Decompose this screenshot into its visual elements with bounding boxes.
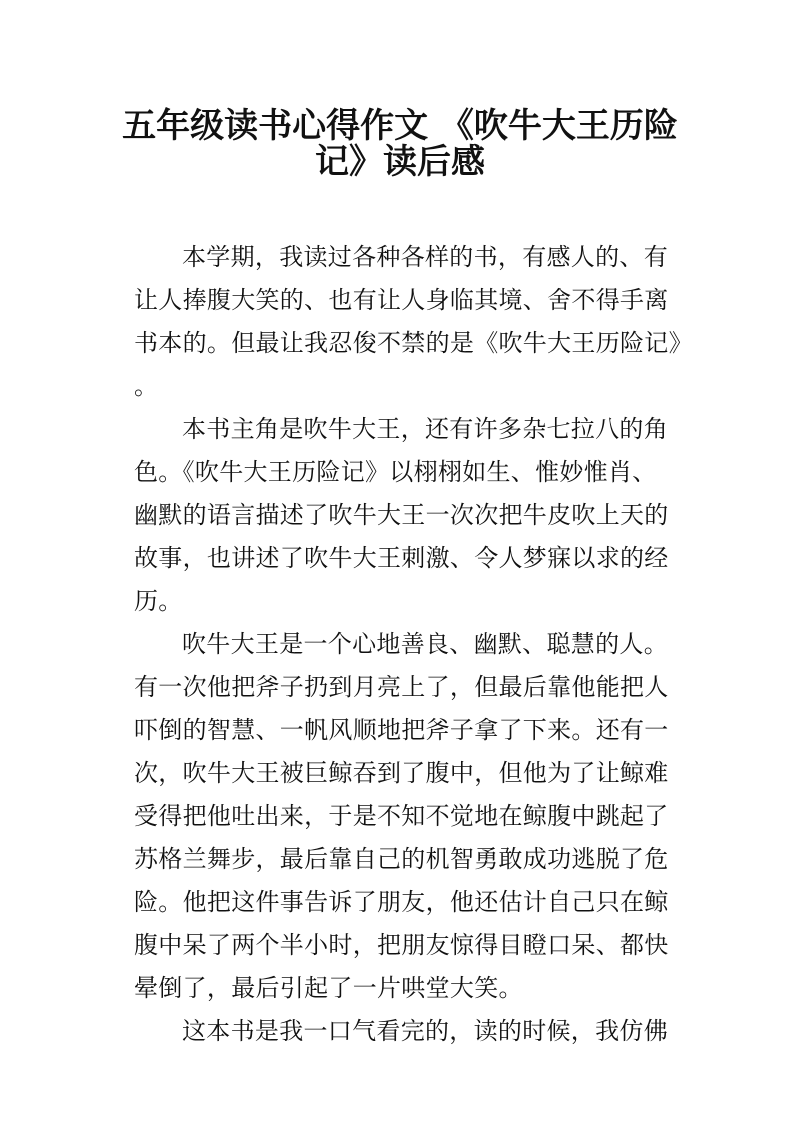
paragraph-line: 。 [134,372,159,400]
paragraph-line: 故事，也讲述了吹牛大王刺激、令人梦寐以求的经 [134,544,669,572]
paragraph-line: 险。他把这件事告诉了朋友，他还估计自己只在鲸 [134,888,669,916]
paragraph-line: 吹牛大王是一个心地善良、幽默、聪慧的人。 [182,630,668,658]
document-body [134,236,694,1053]
paragraph [134,623,694,1010]
paragraph-line: 历。 [134,587,183,615]
paragraph-line: 受得把他吐出来，于是不知不觉地在鲸腹中跳起了 [134,802,669,830]
document-title-line-2: 记》读后感 [315,142,485,182]
paragraph-line: 苏格兰舞步，最后靠自己的机智勇敢成功逃脱了危 [134,845,669,873]
paragraph-line: 书本的。但最让我忍俊不禁的是《吹牛大王历险记》 [134,329,693,357]
paragraph-line: 这本书是我一口气看完的，读的时候，我仿佛 [182,1017,668,1045]
paragraph-line: 本学期，我读过各种各样的书，有感人的、有 [182,243,668,271]
paragraph-line: 次，吹牛大王被巨鲸吞到了腹中，但他为了让鲸难 [134,759,669,787]
paragraph-line: 晕倒了，最后引起了一片哄堂大笑。 [134,974,523,1002]
paragraph-line: 让人捧腹大笑的、也有让人身临其境、舍不得手离 [134,286,669,314]
paragraph [134,1010,694,1053]
paragraph-line: 本书主角是吹牛大王，还有许多杂七拉八的角 [182,415,668,443]
paragraph-line: 有一次他把斧子扔到月亮上了，但最后靠他能把人 [134,673,669,701]
paragraph-line: 吓倒的智慧、一帆风顺地把斧子拿了下来。还有一 [134,716,669,744]
paragraph-line: 腹中呆了两个半小时，把朋友惊得目瞪口呆、都快 [134,931,669,959]
paragraph [134,408,694,623]
paragraph [134,236,694,408]
paragraph-line: 色。《吹牛大王历险记》以栩栩如生、惟妙惟肖、 [134,458,657,486]
paragraph-line: 幽默的语言描述了吹牛大王一次次把牛皮吹上天的 [134,501,669,529]
document-title-line-1: 五年级读书心得作文 《吹牛大王历险 [122,106,678,146]
